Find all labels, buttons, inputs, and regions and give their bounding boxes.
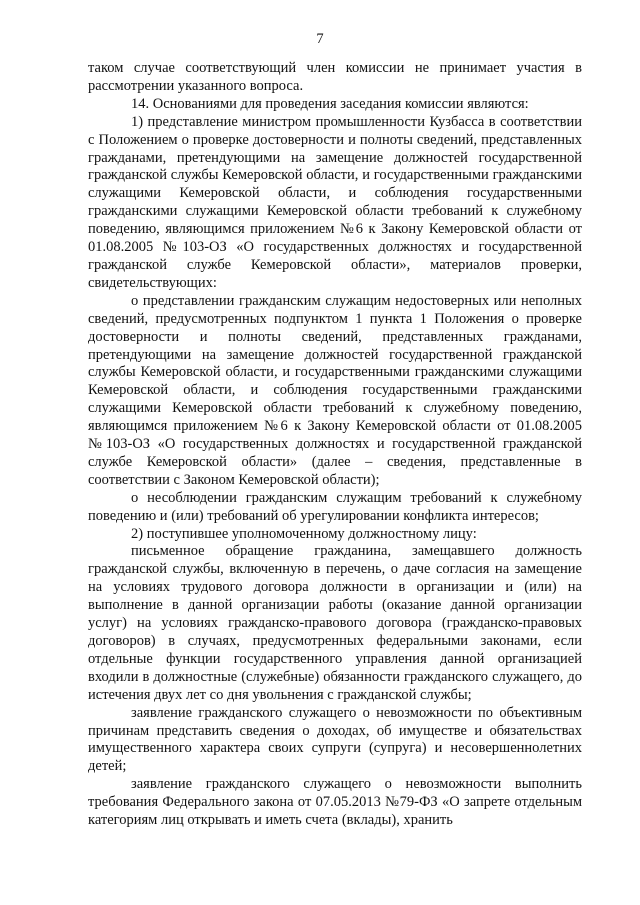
paragraph-continuation: таком случае соответствующий член комиссии не принимает участия в рассмотрении указанного вопроса. [88, 60, 582, 94]
paragraph-non-compliance: о несоблюдении гражданским служащим требований к служебному поведению и (или) требований об урегулировании конфликта интересов; [88, 489, 582, 524]
paragraph-federal-law: заявление гражданского служащего о невозможности выполнить требования Федерального закона от 07.05.2013 №79-ФЗ «О запрете отдельным категориям лиц открывать и иметь счета (вклады), хранить [88, 776, 582, 829]
document-body [88, 60, 582, 830]
paragraph-written-appeal: письменное обращение гражданина, замещавшего должность гражданской службы, включенную в перечень, о даче согласия на замещение на условиях трудового договора должности в организации и (или) на выполнение в данной организации работы (оказание данной организации услуг) на условиях гражданско-правового договора (гражданско-правовых договоров) в случаях, предусмотренных федеральными законами, если отдельные функции государственного управления данной организацией входили в должностные (служебные) обязанности гражданского служащего, до истечения двух лет со дня увольнения с гражданской службы; [88, 543, 582, 703]
paragraph-inaccurate-info: о представлении гражданским служащим недостоверных или неполных сведений, предусмотренных подпунктом 1 пункта 1 Положения о проверке достоверности и полноты сведений, представленных гражданами, претендующими на замещение должностей государственной гражданской службы Кемеровской области, и государственными гражданскими служащими Кемеровской области, и соблюдения государственными гражданскими служащими Кемеровской области требований к служебному поведению, являющимся приложением №6 к Закону Кемеровской области от 01.08.2005 №103-ОЗ «О государственных должностях и государственной гражданской службе Кемеровской области» (далее – сведения, представленные в соответствии с Законом Кемеровской области); [88, 292, 582, 488]
paragraph-income-statement: заявление гражданского служащего о невозможности по объективным причинам представить сведения о доходах, об имуществе и обязательствах имущественного характера своих супруги (супруга) и несовершеннолетних детей; [88, 704, 582, 775]
paragraph-item-14: 14. Основаниями для проведения заседания комиссии являются: [131, 95, 529, 112]
paragraph-subitem-2: 2) поступившее уполномоченному должностному лицу: [131, 525, 477, 542]
paragraph-subitem-1: 1) представление министром промышленности Кузбасса в соответствии с Положением о проверке достоверности и полноты сведений, представленных гражданами, претендующими на замещение должностей государственной гражданской службы Кемеровской области, и государственными гражданскими служащими Кемеровской области, и соблюдения государственными гражданскими служащими Кемеровской области требований к служебному поведению, являющимся приложением №6 к Закону Кемеровской области от 01.08.2005 №103-ОЗ «О государственных должностях и государственной гражданской службе Кемеровской области», материалов проверки, свидетельствующих: [88, 113, 582, 291]
page-number: 7 [316, 31, 324, 47]
